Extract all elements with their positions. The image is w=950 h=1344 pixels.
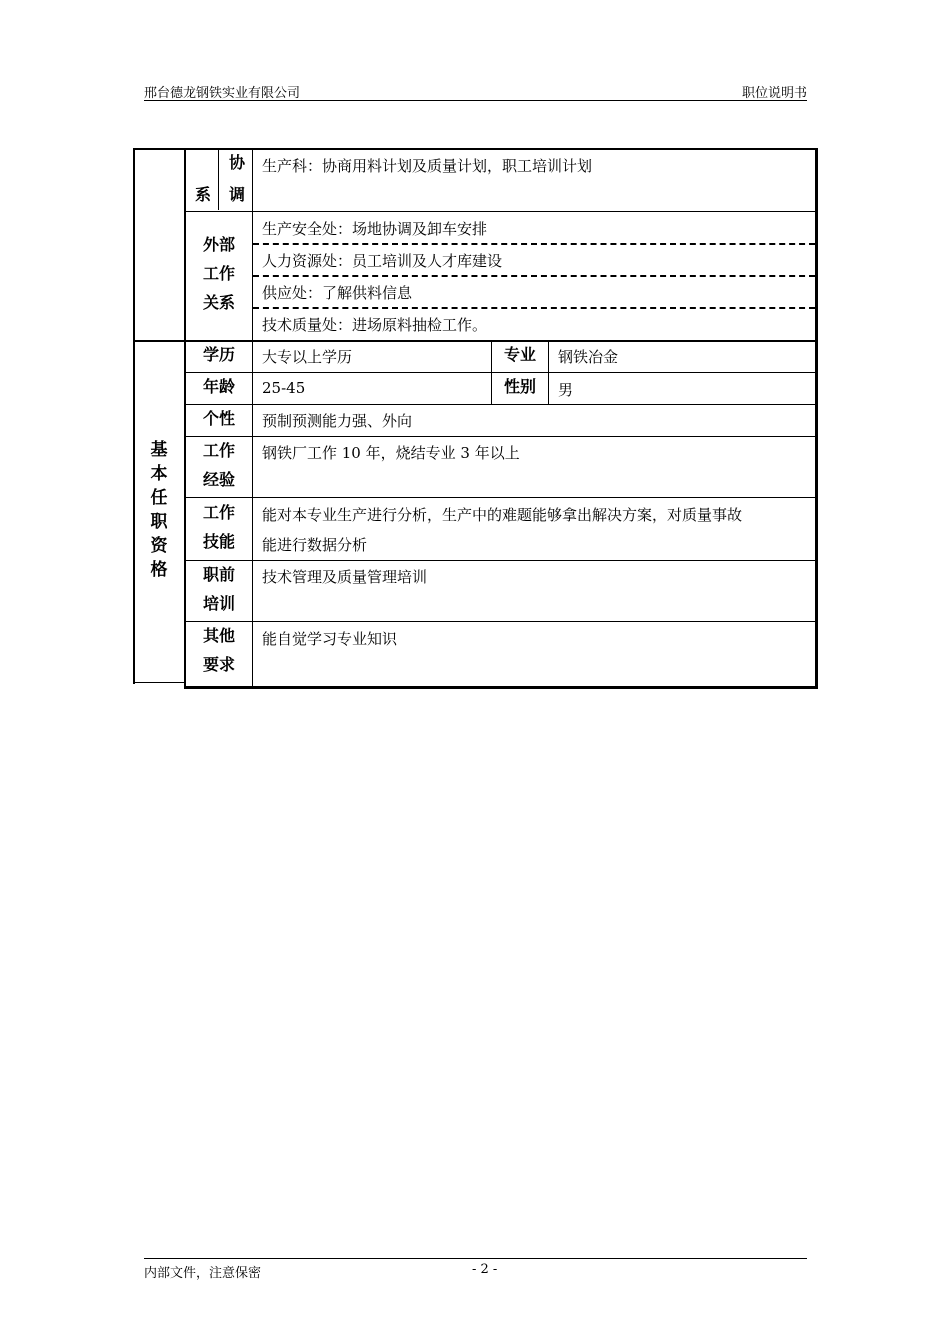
personality-value: 预制预测能力强、外向 xyxy=(262,412,413,430)
external-label-1: 外部 xyxy=(202,235,235,254)
experience-value: 钢铁厂工作 10 年，烧结专业 3 年以上 xyxy=(262,444,520,462)
skills-value-line-2: 能进行数据分析 xyxy=(262,536,368,554)
section-label-char: 资 xyxy=(150,536,168,556)
experience-label-1: 工作 xyxy=(202,441,235,460)
page-header xyxy=(144,82,807,101)
other-label-1: 其他 xyxy=(202,626,235,645)
coord-text: 生产科：协商用料计划及质量计划，职工培训计划 xyxy=(262,157,593,175)
dashed-divider xyxy=(253,307,815,309)
dashed-divider xyxy=(253,275,815,277)
skills-label-1: 工作 xyxy=(202,503,235,522)
table-right-border xyxy=(815,148,818,689)
age-value: 25-45 xyxy=(262,379,306,397)
coord-label-2: 调 xyxy=(228,185,245,204)
row-divider xyxy=(185,497,816,498)
confidential-note: 内部文件，注意保密 xyxy=(144,1266,262,1281)
coord-label-1: 协 xyxy=(228,153,245,172)
major-value: 钢铁冶金 xyxy=(558,348,619,366)
dashed-divider xyxy=(253,243,815,245)
row-divider xyxy=(185,211,816,212)
section-label-char: 职 xyxy=(150,512,168,532)
document-title: 职位说明书 xyxy=(741,86,807,101)
footer-rule xyxy=(144,1258,807,1259)
age-label: 年龄 xyxy=(202,377,235,396)
row-divider xyxy=(185,404,816,405)
external-label-3: 关系 xyxy=(202,293,235,312)
section-label-char: 基 xyxy=(150,440,168,460)
training-value: 技术管理及质量管理培训 xyxy=(262,568,428,586)
skills-label-2: 技能 xyxy=(202,532,235,551)
external-label-2: 工作 xyxy=(202,264,235,283)
section-bottom-border xyxy=(134,682,184,683)
external-item: 供应处：了解供料信息 xyxy=(262,284,413,302)
section-label-char: 格 xyxy=(150,560,168,580)
row-divider xyxy=(185,560,816,561)
section-label-char: 本 xyxy=(150,464,168,484)
gender-value: 男 xyxy=(558,381,574,399)
coord-label-prefix: 系 xyxy=(194,185,211,204)
skills-value-line-1: 能对本专业生产进行分析，生产中的难题能够拿出解决方案，对质量事故 xyxy=(262,506,743,524)
table-left-border xyxy=(133,148,135,684)
row-divider xyxy=(185,621,816,622)
training-label-2: 培训 xyxy=(202,594,235,613)
section-label-char: 任 xyxy=(150,488,168,508)
personality-label: 个性 xyxy=(202,409,235,428)
external-item: 生产安全处：场地协调及卸车安排 xyxy=(262,220,488,238)
major-label: 专业 xyxy=(503,345,536,364)
company-name: 邢台德龙钢铁实业有限公司 xyxy=(144,86,301,101)
table-bottom-border xyxy=(185,686,818,689)
training-label-1: 职前 xyxy=(202,565,235,584)
education-label: 学历 xyxy=(202,345,235,364)
other-label-2: 要求 xyxy=(202,655,235,674)
page-number: - 2 - xyxy=(472,1262,498,1277)
gender-label: 性别 xyxy=(503,377,536,396)
label-column-divider xyxy=(252,148,253,686)
external-item: 人力资源处：员工培训及人才库建设 xyxy=(262,252,503,270)
experience-label-2: 经验 xyxy=(202,470,235,489)
education-value: 大专以上学历 xyxy=(262,348,353,366)
other-value: 能自觉学习专业知识 xyxy=(262,630,398,648)
external-item: 技术质量处：进场原料抽检工作。 xyxy=(262,316,488,334)
coord-label-divider xyxy=(218,148,219,210)
row-divider xyxy=(185,436,816,437)
